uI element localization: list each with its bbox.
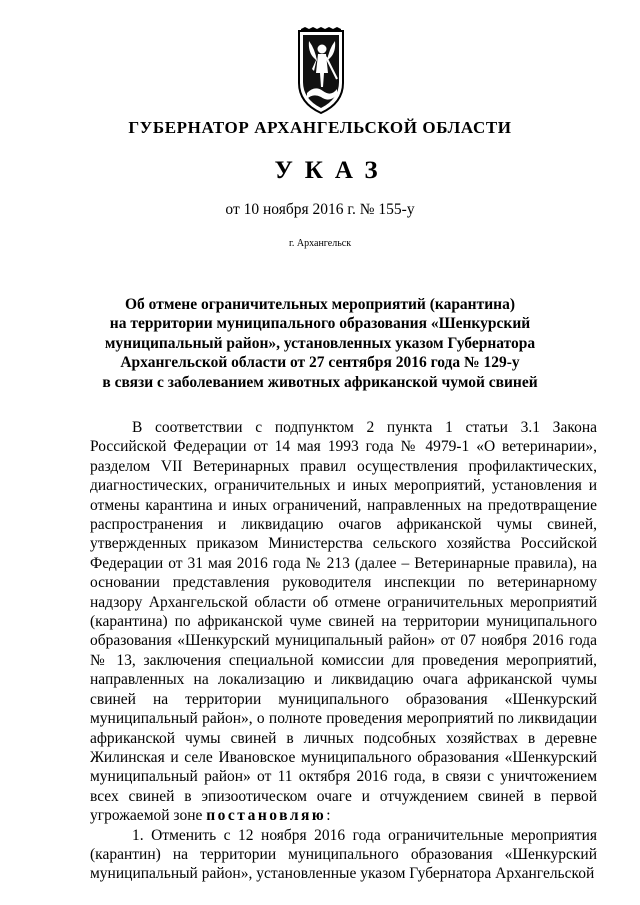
governor-title: ГУБЕРНАТОР АРХАНГЕЛЬСКОЙ ОБЛАСТИ bbox=[128, 118, 512, 137]
document-type-heading: УКАЗ bbox=[274, 157, 390, 184]
title-line: Архангельской области от 27 сентября 2016 года № 129-у bbox=[120, 354, 520, 372]
item-1-paragraph: 1. Отменить с 12 ноября 2016 года ограничительные мероприятия (карантин) на территории муниципального образования «Шенкурский муниципальный район», установленные указом Губернатора Архангельской bbox=[90, 826, 597, 883]
document-date-number: от 10 ноября 2016 г. № 155-у bbox=[225, 201, 415, 218]
preamble-text: В соответствии с подпунктом 2 пункта 1 статьи 3.1 Закона Российской Федерации от 14 мая 1993 года № 4979-1 «О ветеринарии», разделом VII Ветеринарных правил осуществления профилактических, диагностических, ограничительных и иных мероприятий, установления и отмены карантина и иных ограничений, направленных на предотвращение распространения и ликвидацию очагов африканской чумы свиней, утвержденных приказом Министерства сельского хозяйства Российской Федерации от 31 мая 2016 года № 213 (далее – Ветеринарные правила), на основании представления руководителя инспекции по ветеринарному надзору Архангельской области об отмене ограничительных мероприятий (карантина) по африканской чуме свиней на территории муниципального образования «Шенкурский муниципальный район» от 07 ноября 2016 года № 13, заключения специальной комиссии для проведения мероприятий, направленных на локализацию и ликвидацию очага африканской чумы свиней на территории муниципального образования «Шенкурский муниципальный район», о полноте проведения мероприятий по ликвидации африканской чумы свиней в личных подсобных хозяйствах в деревне Жилинская и селе Ивановское муниципального образования «Шенкурский муниципальный район» от 11 октября 2016 года, в связи с уничтожением всех свиней в эпизоотическом очаге и отчуждением свиней в первой угрожаемой зоне bbox=[90, 419, 597, 825]
decree-colon: : bbox=[326, 807, 331, 825]
coat-of-arms-icon bbox=[295, 27, 347, 115]
preamble-paragraph bbox=[90, 418, 597, 826]
title-line: Об отмене ограничительных мероприятий (карантина) bbox=[124, 296, 516, 313]
document-title bbox=[100, 295, 540, 392]
title-line: в связи с заболеванием животных африканской чумой свиней bbox=[102, 373, 538, 391]
title-line: на территории муниципального образования «Шенкурский bbox=[109, 315, 531, 333]
title-line: муниципальный район», установленных указом Губернатора bbox=[104, 334, 536, 352]
document-body bbox=[90, 418, 597, 884]
document-city: г. Архангельск bbox=[288, 238, 352, 249]
decree-word: постановляю bbox=[206, 807, 327, 825]
